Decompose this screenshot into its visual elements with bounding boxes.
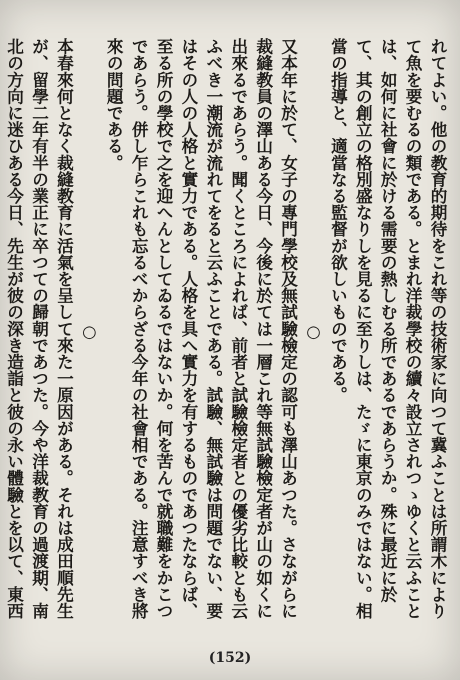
paragraph-1: れてよい。他の教育的期待をこれ等の技術家に向つて冀ふことは所謂木によりて魚を要むるの類である。とまれ洋裁學校の續々設立されつゝゆくと云ふことは、如何に社會に於ける需要の熱しむる所であるであらうか。殊に最近に於て、其の創立の格別盛なりしを見るに至りしは、たゞに東京のみではない。相當の指導と、適當なる監督が欲しいものである。 (328, 38, 448, 619)
paragraph-3: 本春來何となく裁縫教育に活氣を呈して來た一原因がある。それは成田順先生が、留學二年有半の業正に卒つての歸朝であつた。今や洋裁教育の過渡期、南北の方向に迷ひある今日、先生が彼の深き造詣と彼の永い體驗とを以て、東西 (4, 38, 75, 619)
body-text (4, 38, 450, 623)
section-mark-1: ○ (303, 320, 324, 341)
paragraph-2: 又本年に於て、女子の專門學校及無試驗檢定の認可も澤山あつた。さながらに裁縫教員の澤山ある今日、今後に於ては一層これ等無試驗檢定者が山の如くに出來るであらう。聞くところによれば、前者と試驗檢定者との優劣比較とも云ふべき一潮流が流れてをると云ふことである。試驗、無試驗は問題でない、要はその人の人格と實力である。人格を具へ實力を有するものであつたならば、至る所の學校で之を迎へんとしてゐるではないか。何を苦んで就職難をかこつであらう。併し乍らこれも忘るべからざる今年の社會相である。注意すべき將來の問題である。 (104, 38, 299, 619)
page-number: (152) (208, 650, 252, 666)
section-mark-2: ○ (79, 320, 100, 341)
